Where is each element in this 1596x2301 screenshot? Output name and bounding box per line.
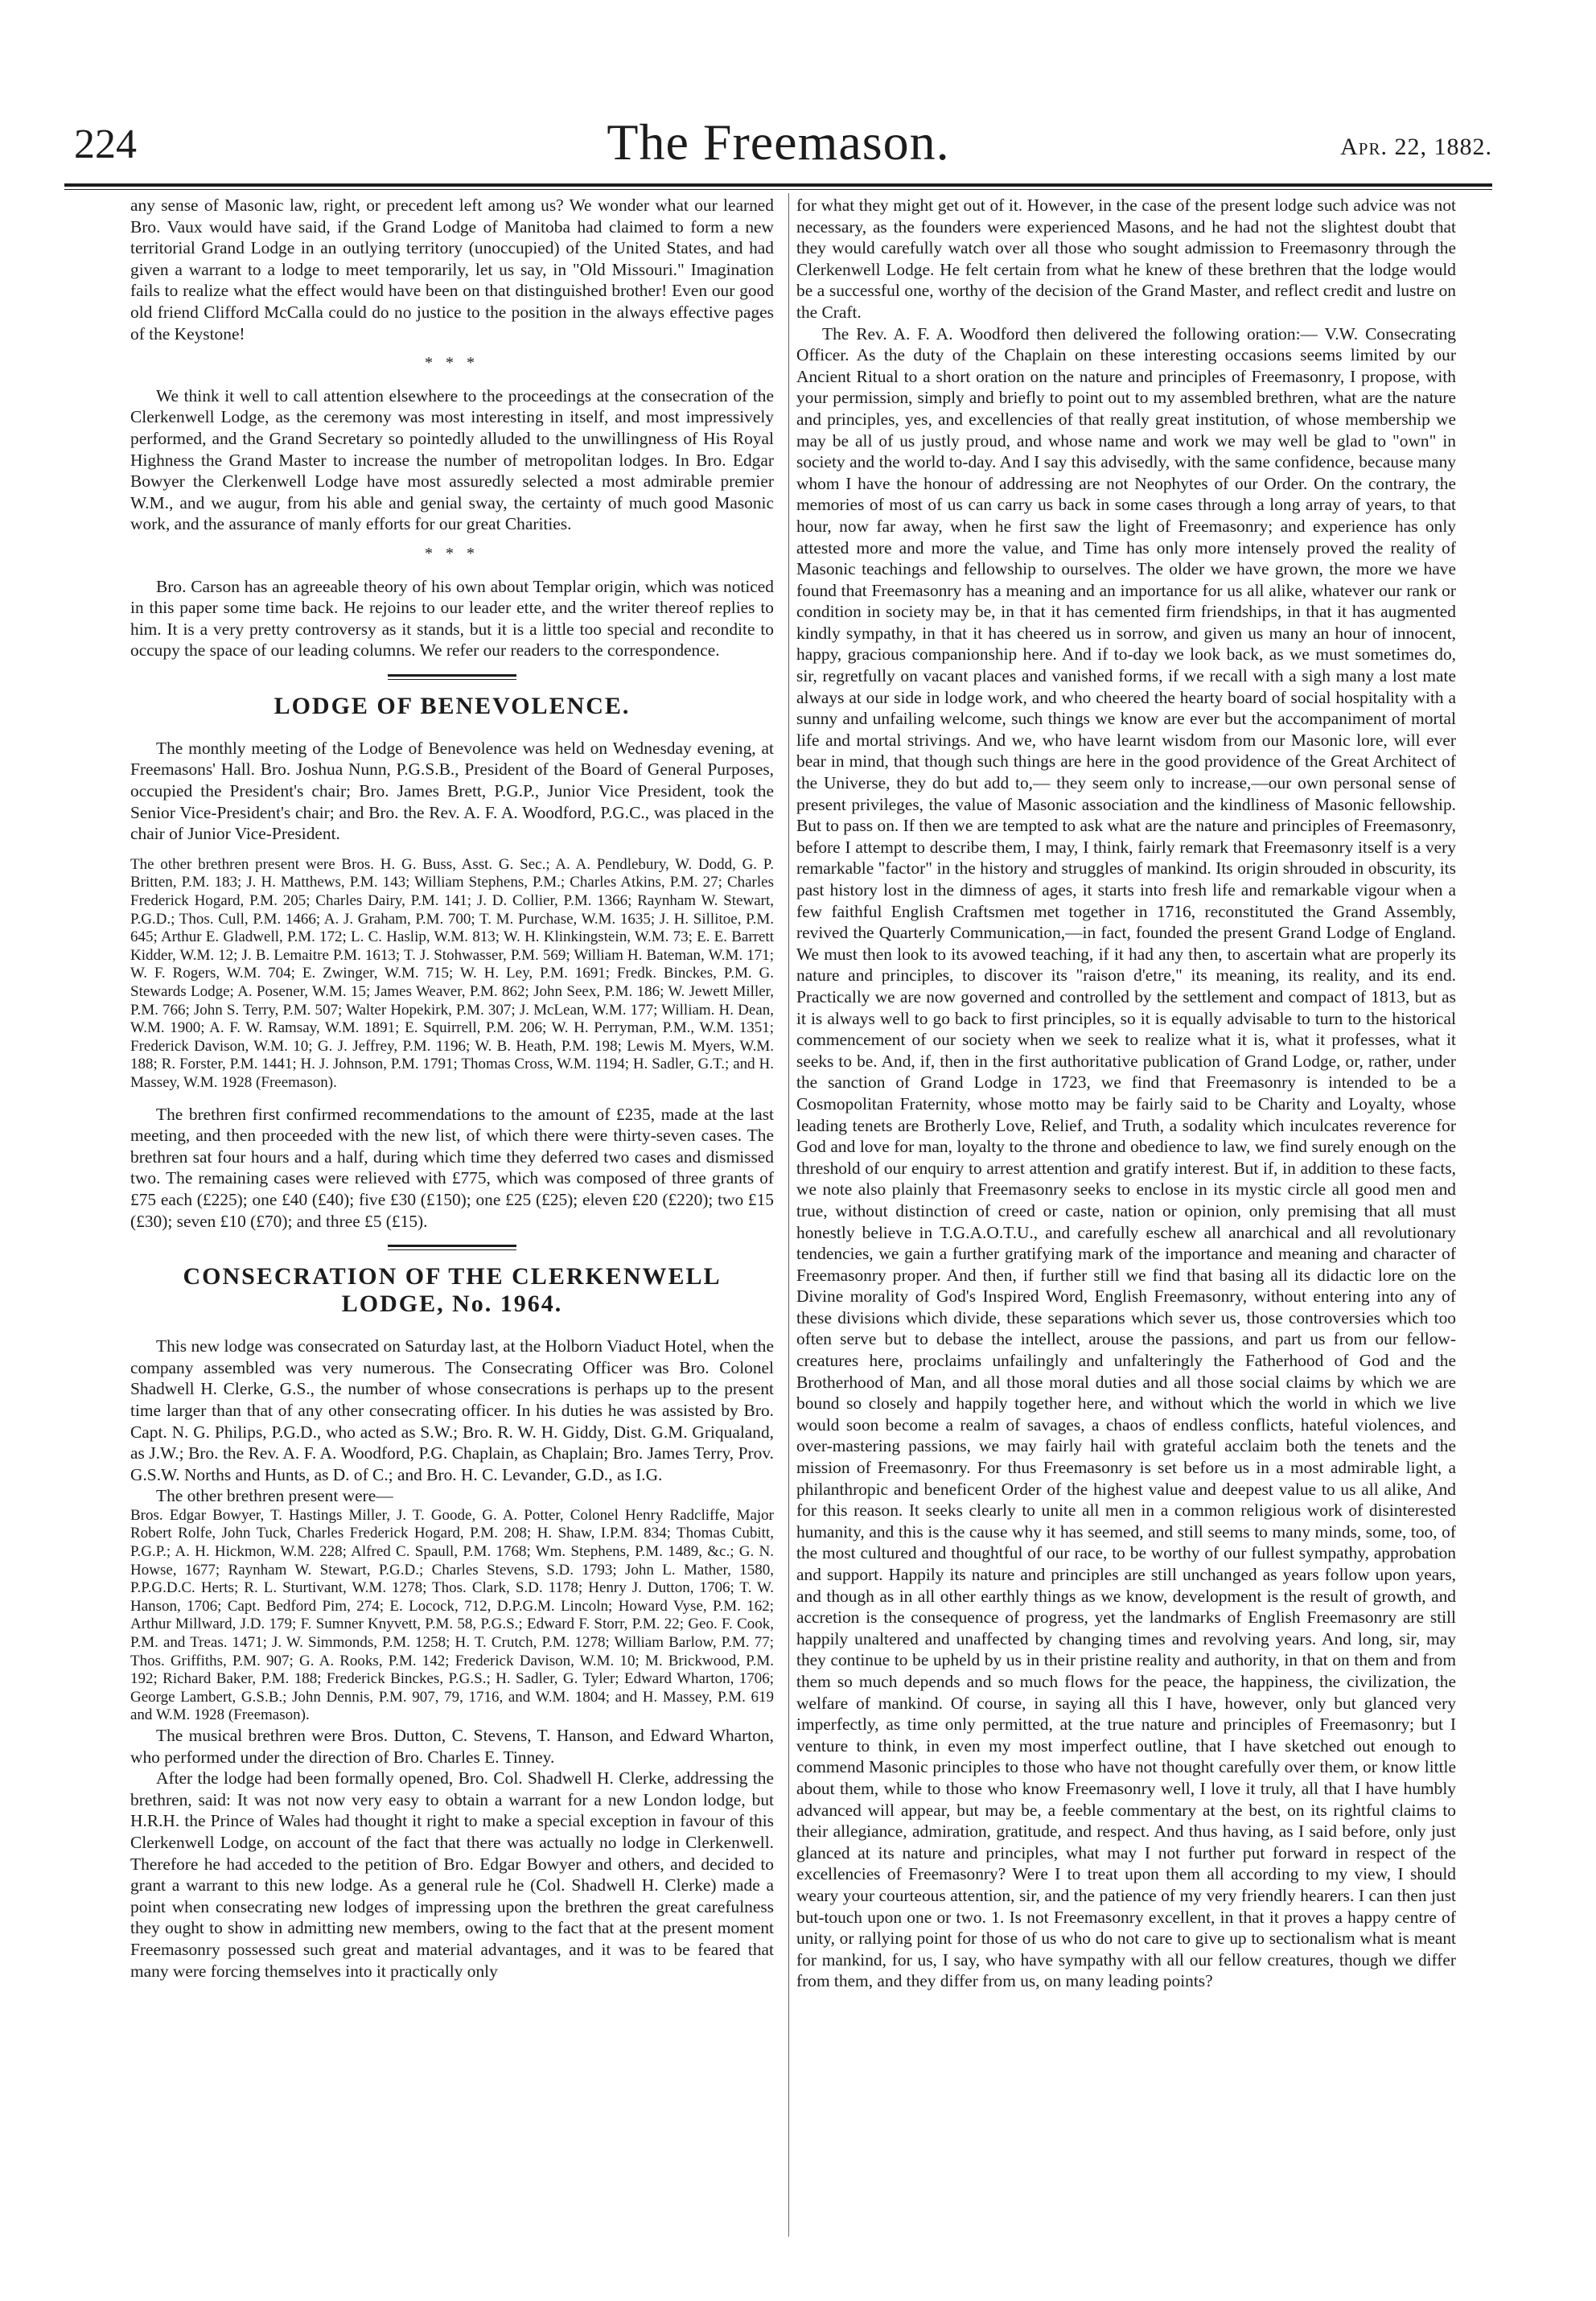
- spacer: [130, 845, 774, 856]
- section-heading-benevolence: LODGE OF BENEVOLENCE.: [274, 692, 631, 719]
- left-column: [130, 195, 774, 1982]
- consecration-paragraph: This new lodge was consecrated on Saturday last, at the Holborn Viaduct Hotel, when the company assembled was very numerous. The Consecrating Officer was Bro. Colonel Shadwell H. Clerke, G.S., the number of whose consecrations is perhaps up to the present time larger than that of any other consecrating officer. In his duties he was assisted by Bro. Capt. N. G. Philips, P.G.D., who acted as S.W.; Bro. R. W. H. Giddy, Dist. G.M. Griqualand, as J.W.; Bro. the Rev. A. F. A. Woodford, P.G. Chaplain, as Chaplain; Bro. James Terry, Prov. G.S.W. Norths and Hunts, as D. of C.; and Bro. H. C. Levander, G.D., as I.G.: [130, 1336, 774, 1484]
- carson-note: Bro. Carson has an agreeable theory of his own about Templar origin, which was noticed in this paper some time back. He rejoins to our leader ette, and the writer thereof replies to him. It is a very pretty controversy as it stands, but it is a little too special and recondite to occupy the space of our leading columns. We refer our readers to the correspondence.: [130, 576, 774, 661]
- column-divider: [788, 193, 789, 2237]
- journal-title: The Freemason.: [607, 113, 950, 171]
- heading-line: CONSECRATION OF THE CLERKENWELL: [183, 1263, 722, 1290]
- right-column: [796, 195, 1456, 1992]
- masthead-rule: [64, 183, 1492, 187]
- woodford-oration: The Rev. A. F. A. Woodford then delivered the following oration:— V.W. Consecrating Officer. As the duty of the Chaplain on these interesting occasions seems limited by our Ancient Ritual to a short oration on the nature and principles of Freemasonry, I propose, with your permission, simply and briefly to point out to my assembled brethren, what are the nature and principles, yes, and excellencies of that really great institution, of whose membership we may be all of us justly proud, and whose name and work we may well be glad to "own" in society and the world to-day. And I say this advisedly, with the same confidence, because many whom I have the honour of addressing are not Neophytes of our Order. On the contrary, the memories of most of us can carry us back in some cases through a long array of years, to that hour, now far away, when he first saw the light of Freemasonry; and experience has only attested more and more the value, and Time has only more intensely proved the reality of Masonic teachings and fellowship to ourselves. The older we have grown, the more we have found that Freemasonry has a meaning and an importance for us all alike, whatever our rank or condition in society may be, in that it has cemented firm friendships, in that it has augmented kindly sympathy, in that it has cheered us in sorrow, and given us many an hour of innocent, happy, gracious companionship here. And if to-day we look back, as we must sometimes do, sir, regretfully on vacant places and vanished forms, if we recall with a sigh many a lost mate always at our side in lodge work, and who cheered the hearty board of social hospitality with a sunny and unfailing welcome, such things we know are ever but the accompaniment of mortal life and mortal strivings. And we, who have learnt wisdom from our Masonic lore, will ever bear in mind, that though such things are here in the good providence of the Great Architect of the Universe, they do but add to,— they seem only to increase,—our own personal sense of present privileges, the value of Masonic association and the kindliness of Masonic fellowship. But to pass on. If then we are tempted to ask what are the nature and principles of Freemasonry, before I attempt to describe them, I may, I think, fairly remark that Freemasonry itself is a very remarkable "factor" in the history and struggles of mankind. Its origin shrouded in obscurity, its past history lost in the dimness of ages, it starts into fresh life and remarkable vigour when a few faithful English Craftsmen met together in 1716, reconstituted the Grand Assembly, revived the Quarterly Communication,—in fact, founded the present Grand Lodge of England. We must then look to its avowed teaching, if it had any then, to ascertain what are properly its nature and principles, to discover its "raison d'etre," its meaning, its reality, and its end. Practically we are now governed and controlled by the settlement and compact of 1813, but as it is always well to go back to first principles, so it is equally advisable to turn to the historical commencement of our society when we seek to realize what it is, what it professes, what it seeks to be. And, if, then in the first authoritative publication of Grand Lodge, or, rather, under the sanction of Grand Lodge in 1723, we find that Freemasonry is intended to be a Cosmopolitan Fraternity, whose motto may be fairly said to be Charity and Loyalty, whose leading tenets are Brotherly Love, Relief, and Truth, a sodality which inculcates reverence for God and love for man, loyalty to the throne and obedience to law, we find surely enough on the threshold of our enquiry to arrest attention and gratify interest. But if, in addition to these facts, we note also plainly that Freemasonry seeks to enclose in its mystic circle all good men and true, without distinction of creed or caste, nation or opinion, only premising that all must honestly believe in T.G.A.O.T.U., and carefully eschew all anarchical and all revolutionary tendencies, we gain a further gratifying mark of the importance and meaning and character of Freemasonry proper. And then, if further still we find that basing all its didactic lore on the Divine morality of God's Inspired Word, English Freemasonry, without entering into any of these divisions which divide, these separations which sever us, those controversies which too often serve but to debase the intellect, arouse the passions, and part us from our fellow-creatures here, proclaims unfailingly and unfalteringly the Fatherhood of God and the Brotherhood of Man, and all those moral duties and all those social claims by which we are bound so closely and happily together here, and without which the world in which we live would soon become a realm of savages, a chaos of endless conflicts, hateful violences, and over-mastering passions, we may fairly hail with grateful acclaim both the tenets and the mission of Freemasonry. For thus Freemasonry is set before us in a most admirable light, a philanthropic and beneficent Order of the highest value and deepest value to us all alike, And for this reason. It seeks clearly to unite all men in a common religious work of disinterested humanity, and this is the cause why it has seemed, and still seems to many minds, some, too, of the most cultured and thoughtful of our race, to be worthy of our fullest sympathy, approbation and support. Happily its nature and principles are still unchanged as years follow upon years, and though as in all other earthly things as we know, development is the result of growth, and accretion is the consequence of progress, yet the landmarks of English Freemasonry are still happily unaltered and unaffected by changing times and revolving years. And long, sir, may they continue to be upheld by us in their pristine reality and authority, in that on them and from them so much depends and so much flows for the peace, the happiness, the civilization, the welfare of mankind. Of course, in saying all this I have, however, only but glanced very imperfectly, as time only permitted, at the true nature and principles of Freemasonry; but I venture to think, in even my most imperfect outline, that I have sketched out enough to commend Masonic principles to those who have not thought carefully over them, or know little about them, while to those who know Freemasonry well, I love it truly, all that I have humbly advanced will appear, but may be, a feeble commentary at the best, on its rightful claims to their allegiance, admiration, gratitude, and respect. And thus having, as I said before, only just glanced at its nature and principles, what may I not further put forward in respect of the excellencies of Freemasonry? Were I to treat upon them all according to my view, I should weary your courteous attention, sir, and the patience of my very friendly hearers. I can then just but-touch upon one or two. 1. Is not Freemasonry excellent, in that it proves a happy centre of unity, or rallying point for those of us who do not care to give up to sectionalism what is meant for mankind, for us, I say, who have sympathy with all our fellow creatures, though we differ from them, and they differ from us, on many leading points?: [796, 323, 1456, 1991]
- consecration-brethren-list: Bros. Edgar Bowyer, T. Hastings Miller, J. T. Goode, G. A. Potter, Colonel Henry Radcliffe, Major Robert Rolfe, John Tuck, Charles Frederick Hogard, P.M. 208; H. Shaw, I.P.M. 834; Thomas Cubitt, P.G.P.; A. H. Hickmon, W.M. 228; Alfred C. Spaull, P.M. 1768; Wm. Stephens, P.M. 1489, &c.; G. N. Howse, 1677; Raynham W. Stewart, P.G.D.; Charles Stevens, S.D. 1793; John L. Mather, 1580, P.P.G.D.C. Herts; R. L. Sturtivant, W.M. 1278; Thos. Clark, S.D. 1178; Henry J. Dutton, 1706; T. W. Hanson, 1706; Capt. Bedford Pim, 274; E. Locock, 712, D.P.G.M. Lincoln; Howard Vyse, P.M. 162; Arthur Millward, J.D. 179; F. Sumner Knyvett, P.M. 58, P.G.S.; Edward F. Storr, P.M. 22; Geo. F. Cook, P.M. and Treas. 1471; J. W. Simmonds, P.M. 1258; H. T. Crutch, P.M. 1278; William Barlow, P.M. 77; Thos. Griffiths, P.M. 907; G. A. Rooks, P.M. 142; Frederick Davison, W.M. 10; M. Brickwood, P.M. 192; Richard Baker, P.M. 188; Frederick Binckes, P.G.S.; H. Sadler, G. Tyler; Edward Wharton, 1706; George Lambert, G.S.B.; John Dennis, P.M. 907, 79, 1716, and W.M. 1804; and H. Massey, P.M. 619 and W.M. 1928 (Freemason).: [130, 1506, 774, 1724]
- benevolence-brethren-list: The other brethren present were Bros. H. G. Buss, Asst. G. Sec.; A. A. Pendlebury, W. Dodd, G. P. Britten, P.M. 183; J. H. Matthews, P.M. 143; William Stephens, P.M.; Charles Atkins, P.M. 27; Charles Frederick Hogard, P.M. 205; Charles Dairy, P.M. 141; J. D. Collier, P.M. 1366; Raynham W. Stewart, P.G.D.; Thos. Cull, P.M. 1466; A. J. Graham, P.M. 700; T. M. Purchase, W.M. 1635; J. H. Sillitoe, P.M. 645; Arthur E. Gladwell, P.M. 172; L. C. Haslip, W.M. 813; W. H. Klinkingstein, W.M. 73; E. E. Barrett Kidder, W.M. 12; J. B. Lemaitre P.M. 1613; T. J. Stohwasser, P.M. 569; William H. Bateman, W.M. 171; W. F. Rogers, W.M. 704; E. Zwinger, W.M. 715; W. H. Ley, P.M. 1691; Fredk. Binckes, P.M. G. Stewards Lodge; A. Posener, W.M. 15; James Weaver, P.M. 862; John Seex, P.M. 186; W. Jewett Miller, P.M. 766; John S. Terry, P.M. 507; Walter Hopekirk, P.M. 307; J. McLean, W.M. 177; William. H. Dean, W.M. 1900; A. F. W. Ramsay, W.M. 1891; E. Squirrell, P.M. 206; W. H. Perryman, P.M., W.M. 1351; Frederick Davison, W.M. 10; G. J. Jeffrey, P.M. 1196; W. B. Heath, P.M. 198; Lewis M. Myers, W.M. 188; R. Forster, P.M. 1441; H. J. Johnson, P.M. 1791; Thomas Cross, W.M. 1194; H. Sadler, G.T.; and H. Massey, W.M. 1928 (Freemason).: [130, 855, 774, 1091]
- masthead-rule-thin: [64, 189, 1492, 190]
- asterism: * * *: [424, 544, 479, 562]
- consecration-paragraph: The musical brethren were Bros. Dutton, C. Stevens, T. Hanson, and Edward Wharton, who performed under the direction of Bro. Charles E. Tinney.: [130, 1726, 774, 1767]
- benevolence-paragraph: The monthly meeting of the Lodge of Benevolence was held on Wednesday evening, at Freemasons' Hall. Bro. Joshua Nunn, P.G.S.B., President of the Board of General Purposes, occupied the President's chair; Bro. James Brett, P.G.P., Junior Vice President, took the Senior Vice-President's chair; and Bro. the Rev. A. F. A. Woodford, P.G.C., was placed in the chair of Junior Vice-President.: [130, 738, 774, 844]
- issue-date: Apr. 22, 1882.: [1340, 134, 1492, 160]
- section-rule: [388, 674, 516, 680]
- asterism: * * *: [424, 354, 479, 373]
- clerkenwell-note: We think it well to call attention elsewhere to the proceedings at the consecration of the Clerkenwell Lodge, as the ceremony was most interesting in itself, and most impressively performed, and the Grand Secretary so pointedly alluded to the unwillingness of His Royal Highness the Grand Master to increase the number of metropolitan lodges. In Bro. Edgar Bowyer the Clerkenwell Lodge have most assuredly selected a most admirable premier W.M., and we augur, from his able and genial sway, the certainty of much good Masonic work, and the assurance of manly efforts for our great Charities.: [130, 385, 774, 534]
- section-heading-consecration: [130, 1263, 774, 1318]
- spacer: [130, 1093, 774, 1104]
- heading-line: LODGE, No. 1964.: [341, 1290, 563, 1318]
- consecration-paragraph: The other brethren present were—: [156, 1486, 393, 1506]
- intro-paragraph: any sense of Masonic law, right, or precedent left among us? We wonder what our learned Bro. Vaux would have said, if the Grand Lodge of Manitoba had claimed to form a new territorial Grand Lodge in an outlying territory (unoccupied) of the United States, and had given a warrant to a lodge to meet temporarily, let us say, in "Old Missouri." Imagination fails to realize what the effect would have been on that distinguished brother! Even our good old friend Clifford McCalla could do no justice to the position in the always effective pages of the Keystone!: [130, 196, 774, 344]
- masthead: [64, 113, 1492, 177]
- consecration-continued-paragraph: for what they might get out of it. However, in the case of the present lodge such advice was not necessary, as the founders were experienced Masons, and he had not the slightest doubt that they would carefully watch over all those who sought admission to Freemasonry through the Clerkenwell Lodge. He felt certain from what he knew of these brethren that the lodge would be a successful one, worthy of the decision of the Grand Master, and reflect credit and lustre on the Craft.: [796, 196, 1456, 322]
- consecration-paragraph: After the lodge had been formally opened, Bro. Col. Shadwell H. Clerke, addressing the brethren, said: It was not now very easy to obtain a warrant for a new London lodge, but H.R.H. the Prince of Wales had thought it right to make a special exception in favour of this Clerkenwell Lodge, on account of the fact that there was actually no lodge in Clerkenwell. Therefore he had acceded to the petition of Bro. Edgar Bowyer and others, and decided to grant a warrant to this new lodge. As a general rule he (Col. Shadwell H. Clerke) made a point when consecrating new lodges of impressing upon the brethren the great carefulness they ought to show in admitting new members, owing to the fact that at the present moment Freemasonry possessed such great and material advantages, and it was to be feared that many were forcing themselves into it practically only: [130, 1768, 774, 1981]
- section-rule: [388, 1245, 516, 1250]
- benevolence-paragraph: The brethren first confirmed recommendations to the amount of £235, made at the last meeting, and then proceeded with the new list, of which there were thirty-seven cases. The brethren sat four hours and a half, during which time they deferred two cases and dismissed two. The remaining cases were relieved with £775, which was composed of three grants of £75 each (£225); one £40 (£40); five £30 (£150); one £25 (£25); eleven £20 (£220); two £15 (£30); seven £10 (£70); and three £5 (£15).: [130, 1104, 774, 1231]
- page-number: 224: [74, 121, 137, 167]
